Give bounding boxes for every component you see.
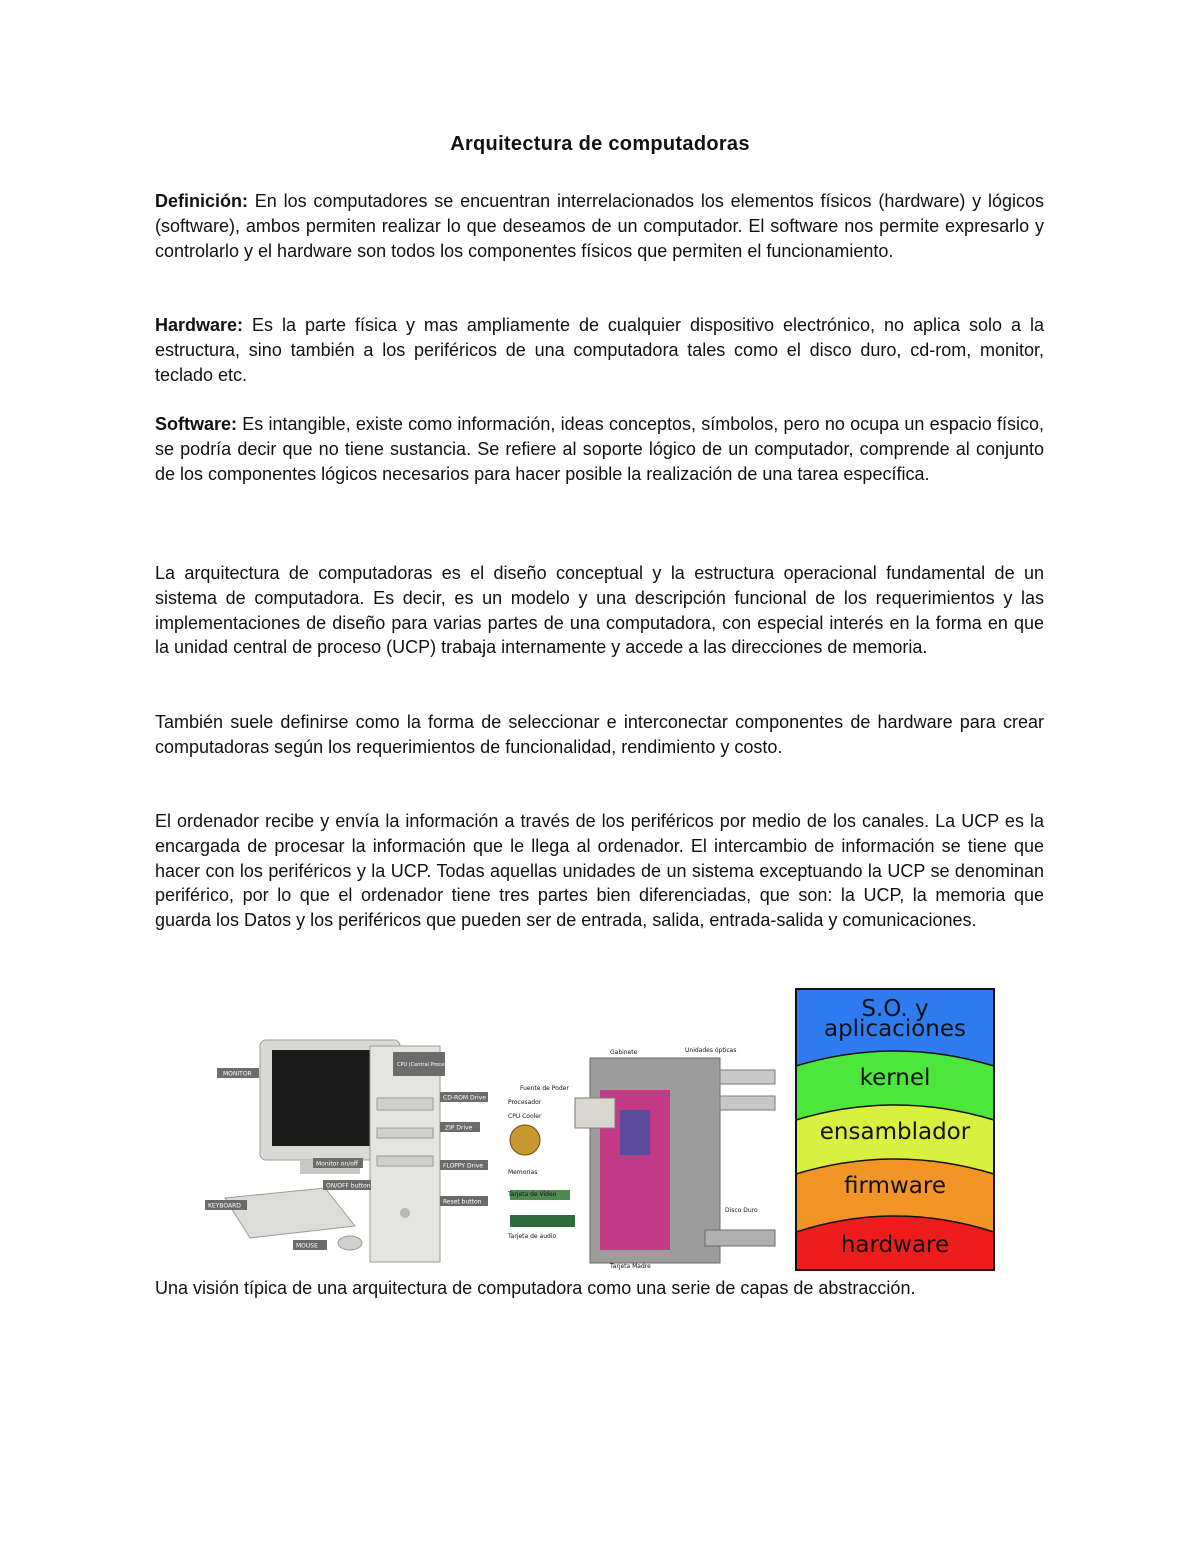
tower-label-gabinete: Gabinete — [610, 1049, 638, 1056]
pc-label-monitor: MONITOR — [223, 1070, 252, 1078]
layer-firmware-label: firmware — [844, 1173, 946, 1199]
tower-label-video: Tarjeta de Video — [508, 1191, 557, 1198]
pc-label-keyboard: KEYBOARD — [208, 1202, 241, 1210]
tower-label-memorias: Memorias — [508, 1169, 538, 1176]
abstraction-layers-diagram — [795, 988, 995, 1271]
tower-label-audio: Tarjeta de audio — [508, 1233, 557, 1240]
pc-label-cpu: CPU (Central Processing Unit) — [397, 1062, 471, 1068]
tower-label-fuente: Fuente de Poder — [520, 1085, 569, 1092]
definicion-text: En los computadores se encuentran interrelacionados los elementos físicos (hardware) y lógicos (software), ambos permiten realizar lo que deseamos de un computador. El software nos permite expresarlo y controlarlo y el hardware son todos los componentes físicos que permiten el funcionamiento. — [155, 191, 1044, 261]
layer-ensamblador-label: ensamblador — [819, 1119, 971, 1145]
pc-label-onoff-button: ON/OFF button — [326, 1182, 371, 1190]
layer-os-label-2: aplicaciones — [823, 1016, 967, 1042]
pc-label-zip: ZIP Drive — [445, 1124, 473, 1132]
tower-label-cooler: CPU Cooler — [508, 1113, 542, 1120]
figure-caption: Una visión típica de una arquitectura de computadora como una serie de capas de abstracción. — [155, 1278, 916, 1298]
software-label: Software: — [155, 414, 238, 434]
hardware-label: Hardware: — [155, 315, 244, 335]
tower-label-madre: Tarjeta Madre — [610, 1263, 651, 1270]
paragraph-hardware — [155, 313, 1044, 387]
paragraph-ordenador: El ordenador recibe y envía la información a través de los periféricos por medio de los canales. La UCP es la encargada de procesar la información que le llega al ordenador. El intercambio de información se tiene que hacer con los periféricos y la UCP. Todas aquellas unidades de un sistema exceptuando la UCP se denominan periférico, por lo que el ordenador tiene tres partes bien diferenciadas, que son: la UCP, la memoria que guarda los Datos y los periféricos que pueden ser de entrada, salida, entrada-salida y comunicaciones. — [155, 811, 1044, 931]
paragraph-definicion-alternativa: También suele definirse como la forma de seleccionar e interconectar componentes de hardware para crear computadoras según los requerimientos de funcionalidad, rendimiento y costo. — [155, 712, 1044, 757]
tower-label-unidades-opticas: Unidades ópticas — [685, 1047, 737, 1054]
tower-label-procesador: Procesador — [508, 1099, 542, 1106]
paragraph-arquitectura: La arquitectura de computadoras es el diseño conceptual y la estructura operacional fundamental de un sistema de computadora. Es decir, es un modelo y una descripción funcional de los requerimientos y las implementaciones de diseño para varias partes de una computadora, con especial interés en la forma en que la unidad central de proceso (UCP) trabaja internamente y accede a las direcciones de memoria. — [155, 563, 1044, 658]
pc-label-floppy: FLOPPY Drive — [443, 1162, 483, 1170]
pc-label-cdrom: CD-ROM Drive — [443, 1094, 486, 1102]
definicion-label: Definición: — [155, 191, 248, 211]
software-text: Es intangible, existe como información, ideas conceptos, símbolos, pero no ocupa un espacio físico, se podría decir que no tiene sustancia. Se refiere al soporte lógico de un computador, comprende al conjunto de los componentes lógicos necesarios para hacer posible la realización de una tarea específica. — [155, 414, 1044, 484]
tower-components-image — [500, 1040, 788, 1270]
paragraph-definicion — [155, 189, 1044, 263]
tower-label-disco: Disco Duro — [725, 1207, 758, 1214]
pc-label-mouse: MOUSE — [296, 1242, 318, 1250]
desktop-pc-image — [205, 1038, 490, 1270]
layer-kernel-label: kernel — [859, 1065, 931, 1091]
hardware-text: Es la parte física y mas ampliamente de cualquier dispositivo electrónico, no aplica solo a la estructura, sino también a los periféricos de una computadora tales como el disco duro, cd-rom, monitor, teclado etc. — [155, 315, 1044, 385]
pc-label-reset: Reset button — [443, 1198, 482, 1206]
pc-label-monitor-onoff: Monitor on/off — [316, 1160, 359, 1168]
layer-os-label-1: S.O. y — [861, 996, 929, 1022]
layer-hardware-label: hardware — [840, 1232, 950, 1258]
page-title: Arquitectura de computadoras — [450, 133, 750, 155]
paragraph-software — [155, 412, 1044, 486]
